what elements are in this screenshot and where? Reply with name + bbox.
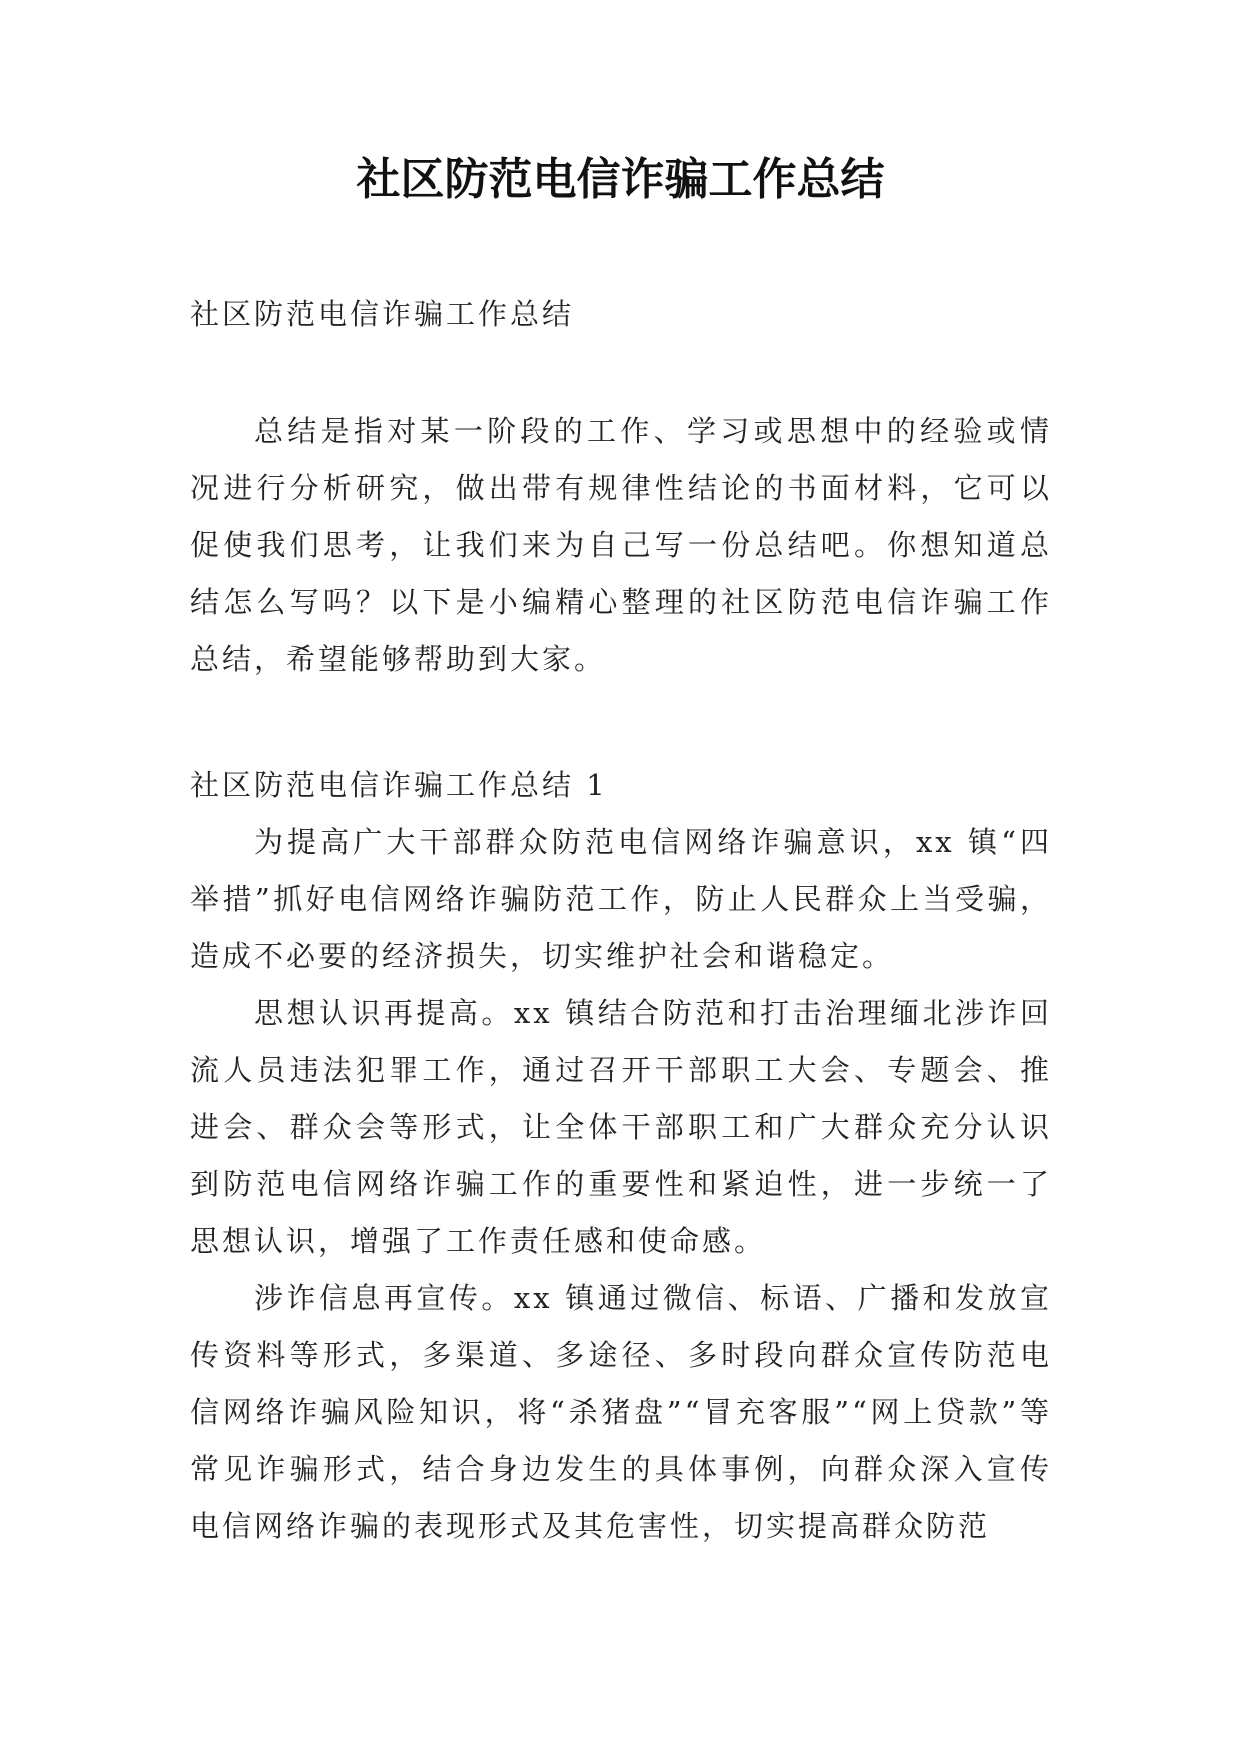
intro-paragraph: 总结是指对某一阶段的工作、学习或思想中的经验或情况进行分析研究，做出带有规律性结论的书面材料，它可以促使我们思考，让我们来为自己写一份总结吧。你想知道总结怎么写吗？以下是小编精心整理的社区防范电信诈骗工作总结，希望能够帮助到大家。 <box>190 414 1052 676</box>
body-paragraph: 涉诈信息再宣传。xx 镇通过微信、标语、广播和发放宣传资料等形式，多渠道、多途径、多时段向群众宣传防范电信网络诈骗风险知识，将“杀猪盘”“冒充客服”“网上贷款”等常见诈骗形式，结合身边发生的具体事例，向群众深入宣传电信网络诈骗的表现形式及其危害性，切实提高群众防范 <box>190 1281 1052 1543</box>
body-paragraph: 为提高广大干部群众防范电信网络诈骗意识，xx 镇“四举措”抓好电信网络诈骗防范工作，防止人民群众上当受骗，造成不必要的经济损失，切实维护社会和谐稳定。 <box>190 825 1052 973</box>
body-paragraph: 思想认识再提高。xx 镇结合防范和打击治理缅北涉诈回流人员违法犯罪工作，通过召开干部职工大会、专题会、推进会、群众会等形式，让全体干部职工和广大群众充分认识到防范电信网络诈骗工作的重要性和紧迫性，进一步统一了思想认识，增强了工作责任感和使命感。 <box>190 996 1052 1258</box>
section-heading: 社区防范电信诈骗工作总结 1 <box>190 768 608 802</box>
document-title: 社区防范电信诈骗工作总结 <box>356 154 885 205</box>
document-subtitle: 社区防范电信诈骗工作总结 <box>190 297 575 331</box>
